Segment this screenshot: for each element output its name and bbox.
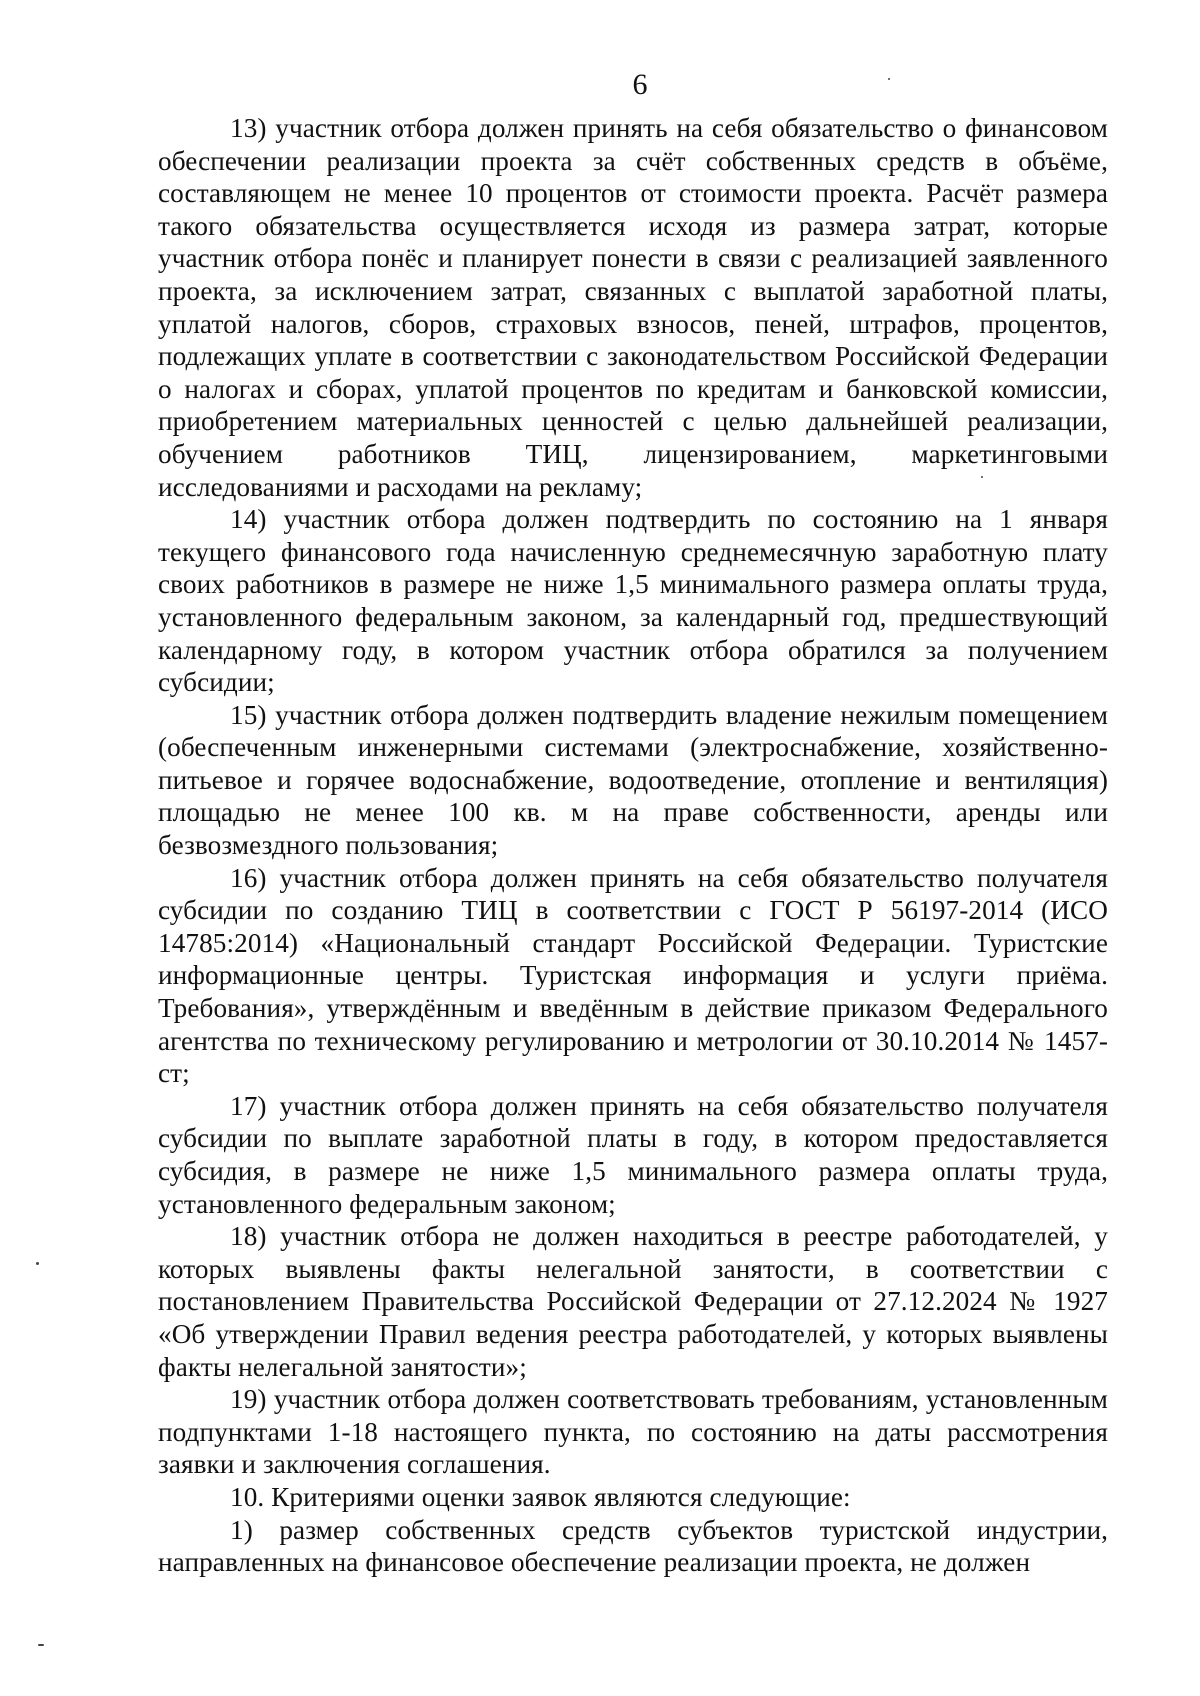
scan-speck bbox=[36, 1262, 39, 1265]
paragraph-item-15: 15) участник отбора должен подтвердить владение нежилым помещением (обеспеченным инженерными системами (электроснабжение, хозяйственно-питьевое и горячее водоснабжение, водоотведение, отопление и вентиляция) площадью не менее 100 кв. м на праве собственности, аренды или безвозмездного пользования; bbox=[158, 699, 1108, 861]
paragraph-item-17: 17) участник отбора должен принять на себя обязательство получателя субсидии по выплате заработной платы в году, в котором предоставляется субсидия, в размере не ниже 1,5 минимального размера оплаты труда, установленного федеральным законом; bbox=[158, 1090, 1108, 1219]
paragraph-item-14: 14) участник отбора должен подтвердить по состоянию на 1 января текущего финансового года начисленную среднемесячную заработную плату своих работников в размере не ниже 1,5 минимального размера оплаты труда, установленного федеральным законом, за календарный год, предшествующий календарному году, в котором участник отбора обратился за получением субсидии; bbox=[158, 504, 1108, 698]
section-10-heading: 10. Критериями оценки заявок являются следующие: bbox=[230, 1481, 851, 1512]
scan-speck bbox=[888, 78, 890, 80]
scan-speck bbox=[38, 1644, 44, 1646]
paragraph-item-19: 19) участник отбора должен соответствовать требованиям, установленным подпунктами 1-18 настоящего пункта, по состоянию на даты рассмотрения заявки и заключения соглашения. bbox=[158, 1384, 1108, 1480]
scan-speck bbox=[981, 476, 983, 478]
criteria-item-1: 1) размер собственных средств субъектов туристской индустрии, направленных на финансовое обеспечение реализации проекта, не должен bbox=[158, 1514, 1108, 1578]
paragraph-item-18: 18) участник отбора не должен находиться в реестре работодателей, у которых выявлены факты нелегальной занятости, в соответствии с постановлением Правительства Российской Федерации от 27.12.2024 № 1927 «Об утверждении Правил ведения реестра работодателей, у которых выявлены факты нелегальной занятости»; bbox=[158, 1221, 1108, 1382]
page-number: 6 bbox=[632, 68, 648, 101]
paragraph-item-13: 13) участник отбора должен принять на себя обязательство о финансовом обеспечении реализации проекта за счёт собственных средств в объёме, составляющем не менее 10 процентов от стоимости проекта. Расчёт размера такого обязательства осуществляется исходя из размера затрат, которые участник отбора понёс и планирует понести в связи с реализацией заявленного проекта, за исключением затрат, связанных с выплатой заработной платы, уплатой налогов, сборов, страховых взносов, пеней, штрафов, процентов, подлежащих уплате в соответствии с законодательством Российской Федерации о налогах и сборах, уплатой процентов по кредитам и банковской комиссии, приобретением материальных ценностей с целью дальнейшей реализации, обучением работников ТИЦ, лицензированием, маркетинговыми исследованиями и расходами на рекламу; bbox=[158, 113, 1108, 502]
document-body bbox=[158, 112, 1108, 1579]
paragraph-item-16: 16) участник отбора должен принять на себя обязательство получателя субсидии по созданию ТИЦ в соответствии с ГОСТ Р 56197-2014 (ИСО 14785:2014) «Национальный стандарт Российской Федерации. Туристские информационные центры. Туристская информация и услуги приёма. Требования», утверждённым и введённым в действие приказом Федерального агентства по техническому регулированию и метрологии от 30.10.2014 № 1457-ст; bbox=[158, 862, 1108, 1089]
